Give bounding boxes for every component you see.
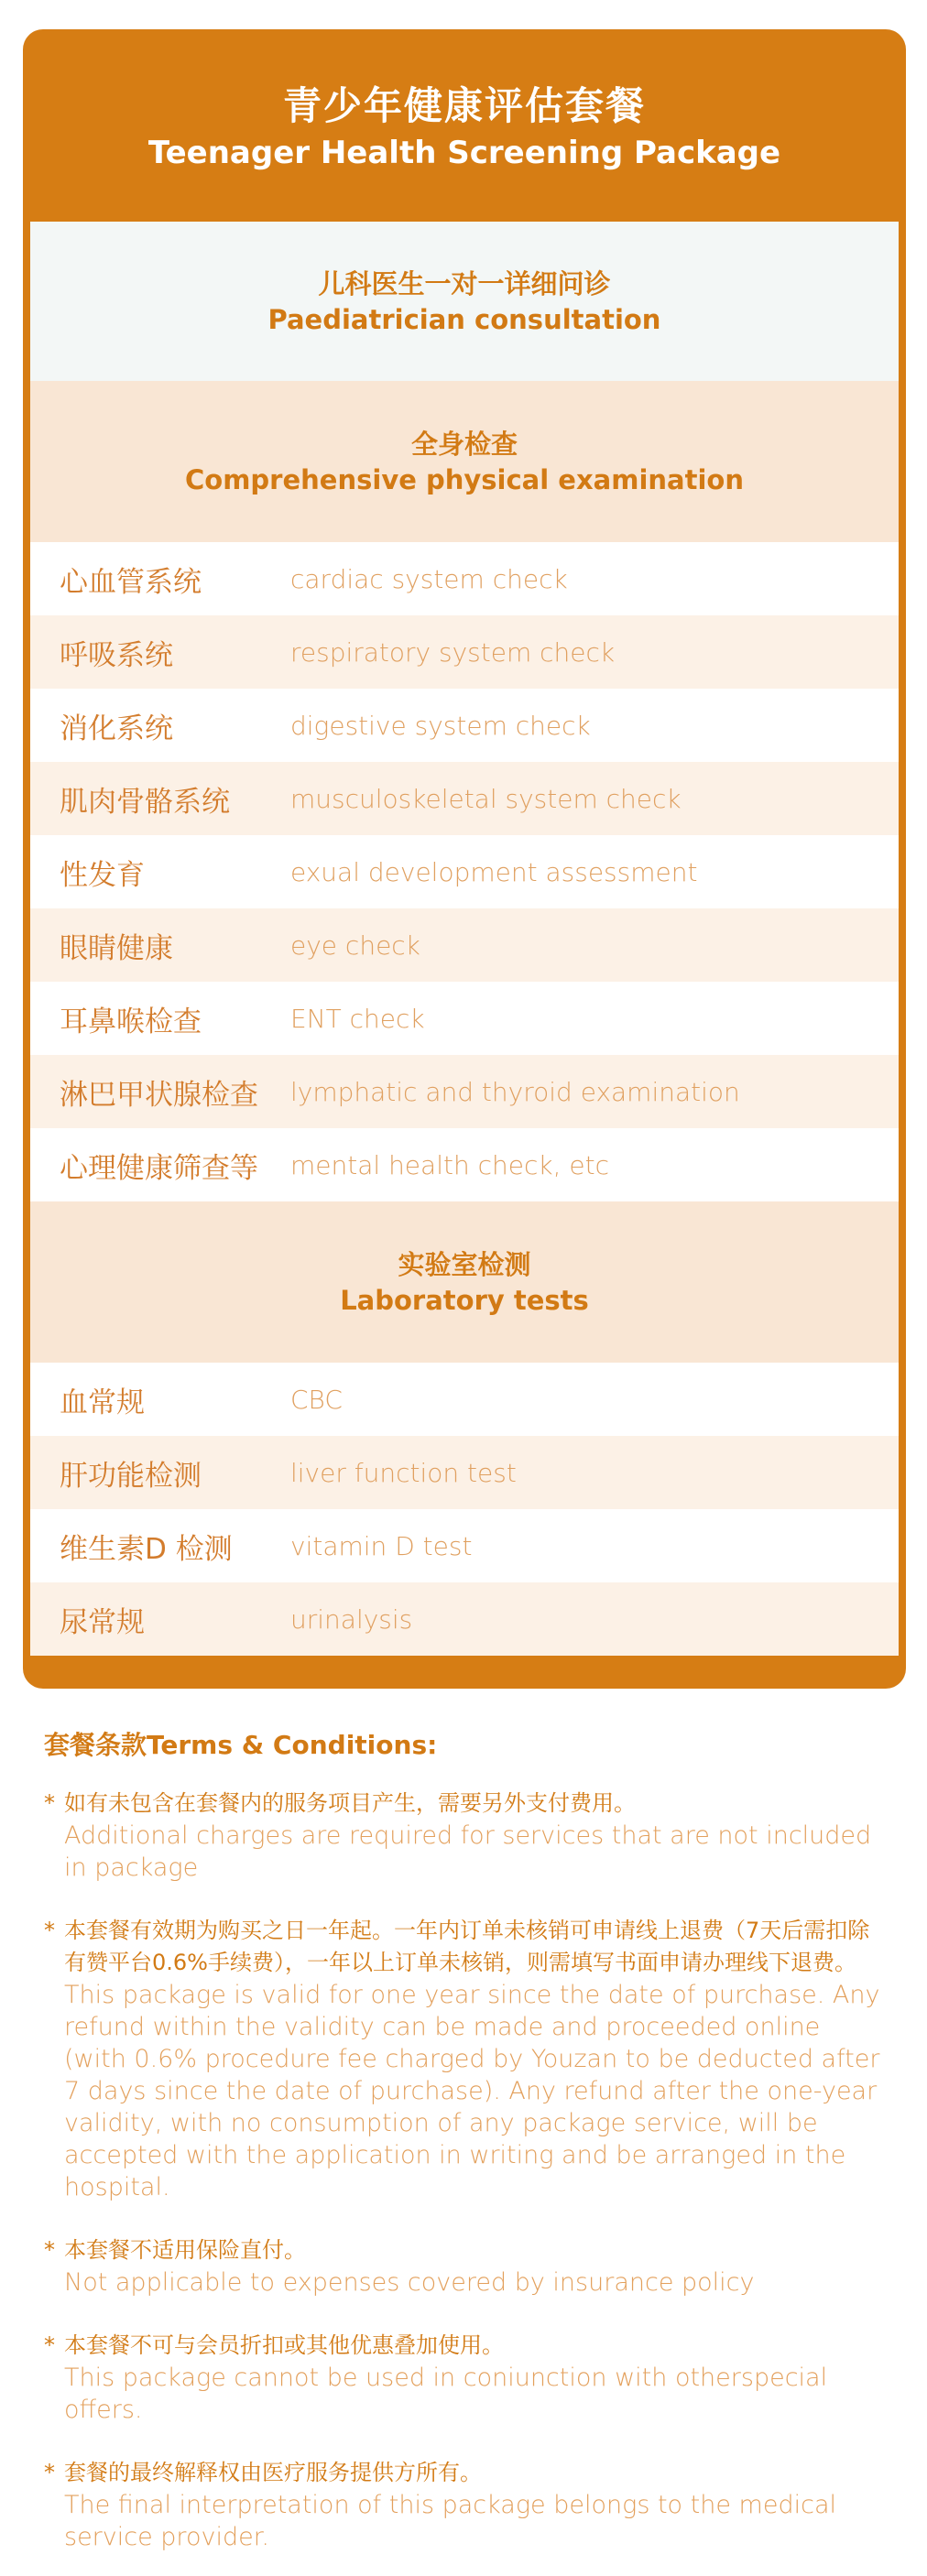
list-item (30, 689, 899, 762)
section-consultation (30, 222, 899, 381)
item-zh: 消化系统 (60, 712, 173, 745)
section-laboratory (30, 1201, 899, 1363)
term-item (44, 2457, 887, 2553)
item-zh: 耳鼻喉检查 (60, 1005, 202, 1038)
bullet-star: * (44, 1790, 55, 1816)
section-physical-zh: 全身检查 (410, 429, 518, 460)
term-en: The final interpretation of this package belongs to the medical service provider. (64, 2491, 836, 2551)
item-zh: 眼睛健康 (60, 931, 173, 965)
bullet-star: * (44, 2332, 55, 2358)
term-en: Additional charges are required for services that are not included in package (64, 1821, 872, 1882)
package-title-en: Teenager Health Screening Package (147, 135, 781, 171)
term-item (44, 1915, 887, 2203)
item-en: musculoskeletal system check (290, 783, 682, 814)
list-item (30, 542, 899, 615)
bullet-star: * (44, 2460, 55, 2485)
term-zh: 如有未包含在套餐内的服务项目产生，需要另外支付费用。 (64, 1790, 636, 1816)
section-physical (30, 381, 899, 542)
bullet-star: * (44, 2237, 55, 2263)
term-item (44, 2330, 887, 2426)
item-en: urinalysis (290, 1603, 413, 1635)
term-zh: 套餐的最终解释权由医疗服务提供方所有。 (64, 2460, 482, 2485)
item-en: CBC (290, 1384, 343, 1415)
item-en: lymphatic and thyroid examination (290, 1076, 740, 1107)
item-zh: 心理健康筛查等 (60, 1151, 258, 1185)
list-item (30, 1582, 899, 1656)
item-en: mental health check, etc (290, 1149, 609, 1180)
item-en: vitamin D test (290, 1530, 473, 1561)
term-zh: 本套餐不适用保险直付。 (64, 2237, 306, 2263)
package-card (23, 29, 906, 1689)
terms-section (44, 1725, 887, 2576)
term-item (44, 2234, 887, 2299)
term-item (44, 1788, 887, 1884)
item-en: respiratory system check (290, 636, 616, 668)
package-content (30, 222, 899, 1650)
item-zh: 淋巴甲状腺检查 (60, 1078, 258, 1112)
list-item (30, 1128, 899, 1201)
item-zh: 尿常规 (60, 1605, 145, 1639)
package-title-zh: 青少年健康评估套餐 (282, 83, 646, 128)
term-en: This package is valid for one year since the date of purchase. Any refund within the validity can be made and proceeded online (with 0.6% procedure fee charged by Youzan to be deducted after 7 days since the date of purchase). Any refund after the one-year validity, with no consumption of any package service, will be accepted with the application in writing and be arranged in the hospital. (64, 1981, 880, 2201)
list-item (30, 762, 899, 835)
item-zh: 性发育 (60, 858, 145, 892)
section-consultation-en: Paediatrician consultation (267, 304, 661, 335)
item-zh: 维生素D 检测 (60, 1532, 233, 1566)
term-zh: 本套餐有效期为购买之日一年起。一年内订单未核销可申请线上退费（7天后需扣除有赞平台0.6%手续费），一年以上订单未核销，则需填写书面申请办理线下退费。 (64, 1918, 870, 1975)
item-en: cardiac system check (290, 563, 568, 594)
list-item (30, 835, 899, 908)
term-en: Not applicable to expenses covered by insurance policy (64, 2268, 755, 2297)
item-zh: 肝功能检测 (60, 1459, 202, 1493)
list-item (30, 982, 899, 1055)
package-header (23, 29, 906, 222)
list-item (30, 1055, 899, 1128)
terms-title: 套餐条款Terms & Conditions: (44, 1730, 438, 1760)
item-en: eye check (290, 929, 420, 961)
list-item (30, 1436, 899, 1509)
bullet-star: * (44, 1918, 55, 1943)
section-physical-en: Comprehensive physical examination (185, 464, 744, 495)
section-consultation-zh: 儿科医生一对一详细问诊 (318, 268, 611, 299)
list-item (30, 615, 899, 689)
section-laboratory-en: Laboratory tests (340, 1285, 589, 1316)
list-item (30, 1363, 899, 1436)
section-laboratory-zh: 实验室检测 (398, 1249, 531, 1280)
term-en: This package cannot be used in coniunction with otherspecial offers. (64, 2364, 828, 2424)
list-item (30, 1509, 899, 1582)
item-zh: 心血管系统 (60, 565, 202, 599)
item-zh: 呼吸系统 (60, 638, 173, 672)
item-zh: 血常规 (60, 1386, 145, 1419)
item-en: liver function test (290, 1457, 517, 1488)
item-zh: 肌肉骨骼系统 (60, 785, 230, 819)
term-zh: 本套餐不可与会员折扣或其他优惠叠加使用。 (64, 2332, 504, 2358)
item-en: exual development assessment (290, 856, 698, 887)
item-en: digestive system check (290, 710, 591, 741)
list-item (30, 908, 899, 982)
item-en: ENT check (290, 1003, 425, 1034)
